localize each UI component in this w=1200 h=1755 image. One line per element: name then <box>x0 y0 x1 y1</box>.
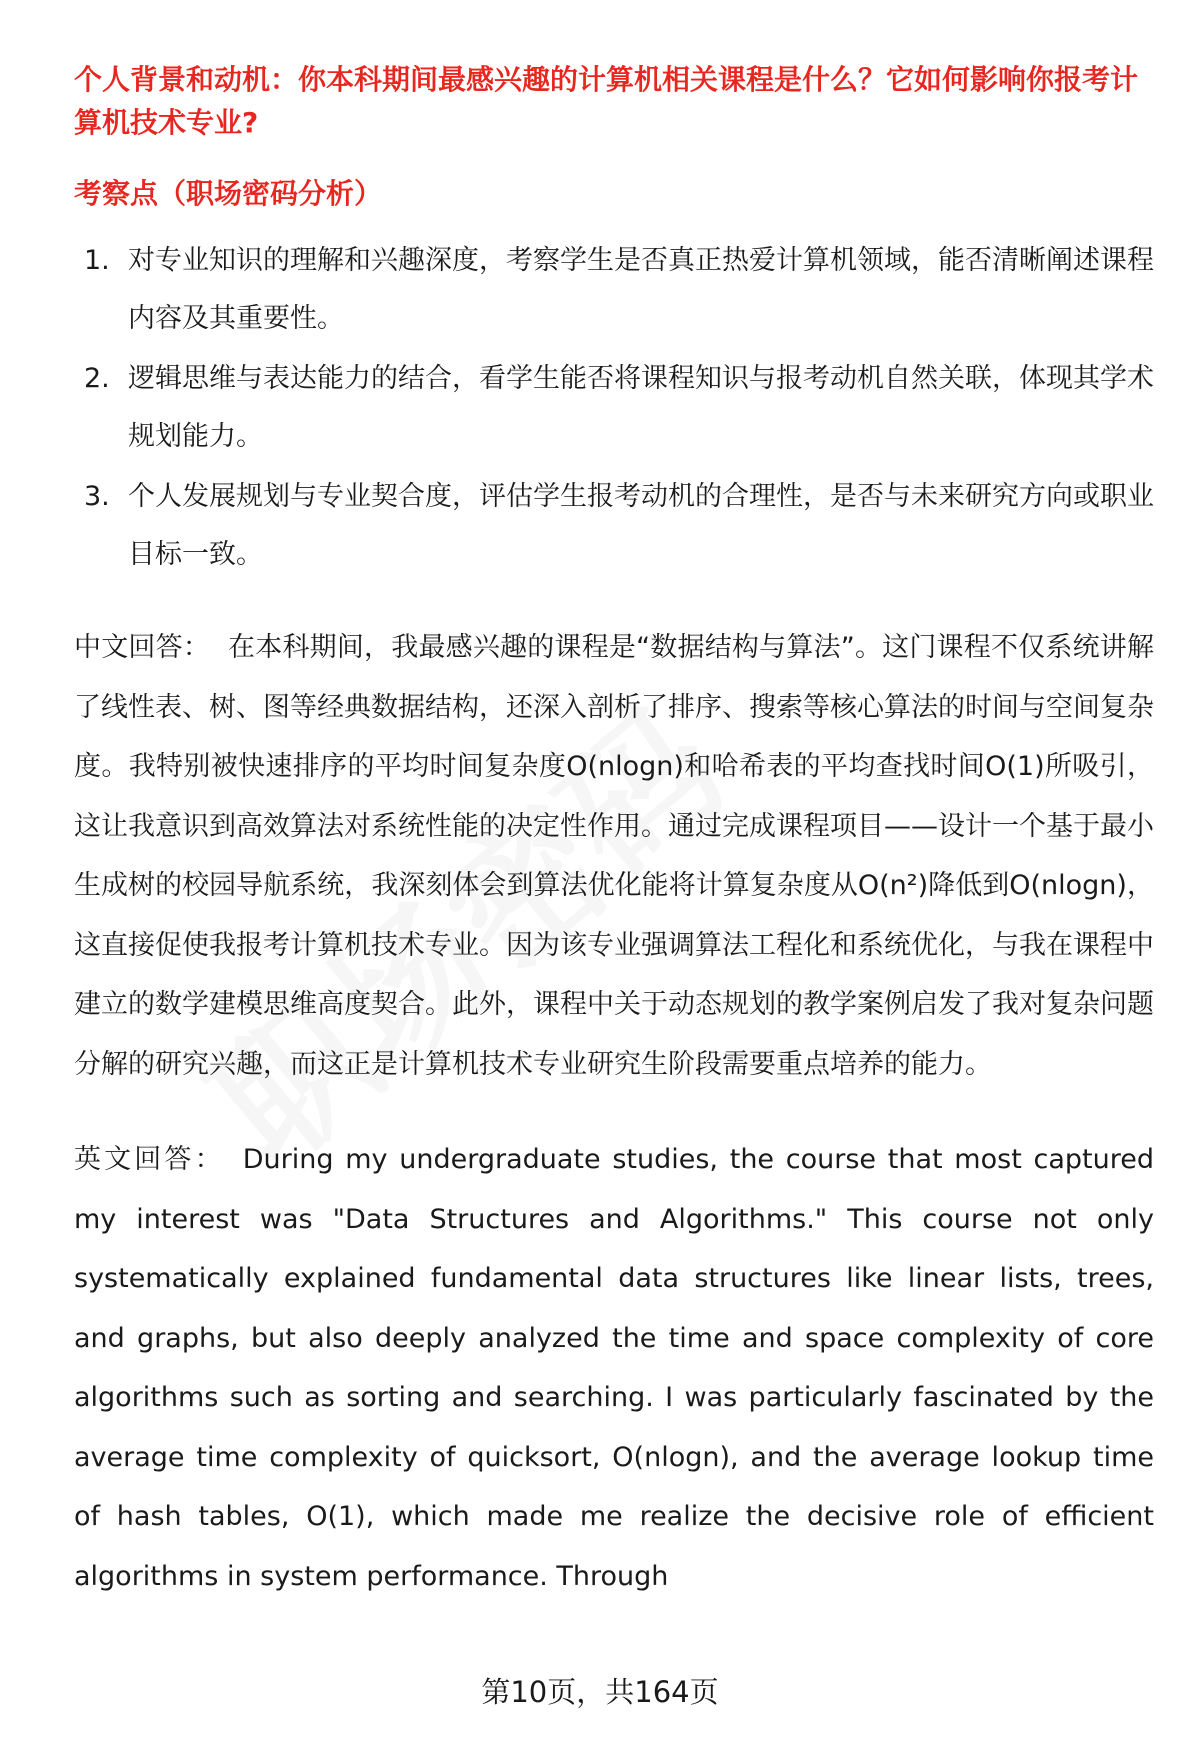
list-number: 2. <box>84 363 110 394</box>
document-page <box>74 58 1154 1606</box>
assessment-point <box>74 232 1154 348</box>
chinese-answer-label: 中文回答： <box>74 632 211 663</box>
assessment-point-text: 逻辑思维与表达能力的结合，看学生能否将课程知识与报考动机自然关联，体现其学术规划能力。 <box>128 363 1154 452</box>
english-answer <box>74 1130 1154 1606</box>
english-answer-label: 英文回答： <box>74 1144 225 1175</box>
assessment-point-text: 个人发展规划与专业契合度，评估学生报考动机的合理性，是否与未来研究方向或职业目标一致。 <box>128 481 1154 570</box>
english-answer-text: During my undergraduate studies, the course that most captured my interest was "Data Structures and Algorithms." This course not only systematically explained fundamental data structures like linear lists, trees, and graphs, but also deeply analyzed the time and space complexity of core algorithms such as sorting and searching. I was particularly fascinated by the average time complexity of quicksort, O(nlogn), and the average lookup time of hash tables, O(1), which made me realize the decisive role of efficient algorithms in system performance. Through <box>74 1144 1154 1592</box>
question-heading: 个人背景和动机：你本科期间最感兴趣的计算机相关课程是什么？它如何影响你报考计算机技术专业? <box>74 63 1139 139</box>
page-footer: 第10页，共164页 <box>481 1675 719 1709</box>
assessment-point-text: 对专业知识的理解和兴趣深度，考察学生是否真正热爱计算机领域，能否清晰阐述课程内容及其重要性。 <box>128 245 1154 334</box>
list-number: 1. <box>84 245 110 276</box>
chinese-answer-text: 在本科期间，我最感兴趣的课程是“数据结构与算法”。这门课程不仅系统讲解了线性表、树、图等经典数据结构，还深入剖析了排序、搜索等核心算法的时间与空间复杂度。我特别被快速排序的平均时间复杂度O(nlogn)和哈希表的平均查找时间O(1)所吸引，这让我意识到高效算法对系统性能的决定性作用。通过完成课程项目——设计一个基于最小生成树的校园导航系统，我深刻体会到算法优化能将计算复杂度从O(n²)降低到O(nlogn)，这直接促使我报考计算机技术专业。因为该专业强调算法工程化和系统优化，与我在课程中建立的数学建模思维高度契合。此外，课程中关于动态规划的教学案例启发了我对复杂问题分解的研究兴趣，而这正是计算机技术专业研究生阶段需要重点培养的能力。 <box>74 632 1154 1080</box>
assessment-point <box>74 468 1154 584</box>
list-number: 3. <box>84 481 110 512</box>
assessment-list <box>74 232 1154 584</box>
chinese-answer <box>74 618 1154 1094</box>
assessment-heading: 考察点（职场密码分析） <box>74 177 383 210</box>
assessment-point <box>74 350 1154 466</box>
